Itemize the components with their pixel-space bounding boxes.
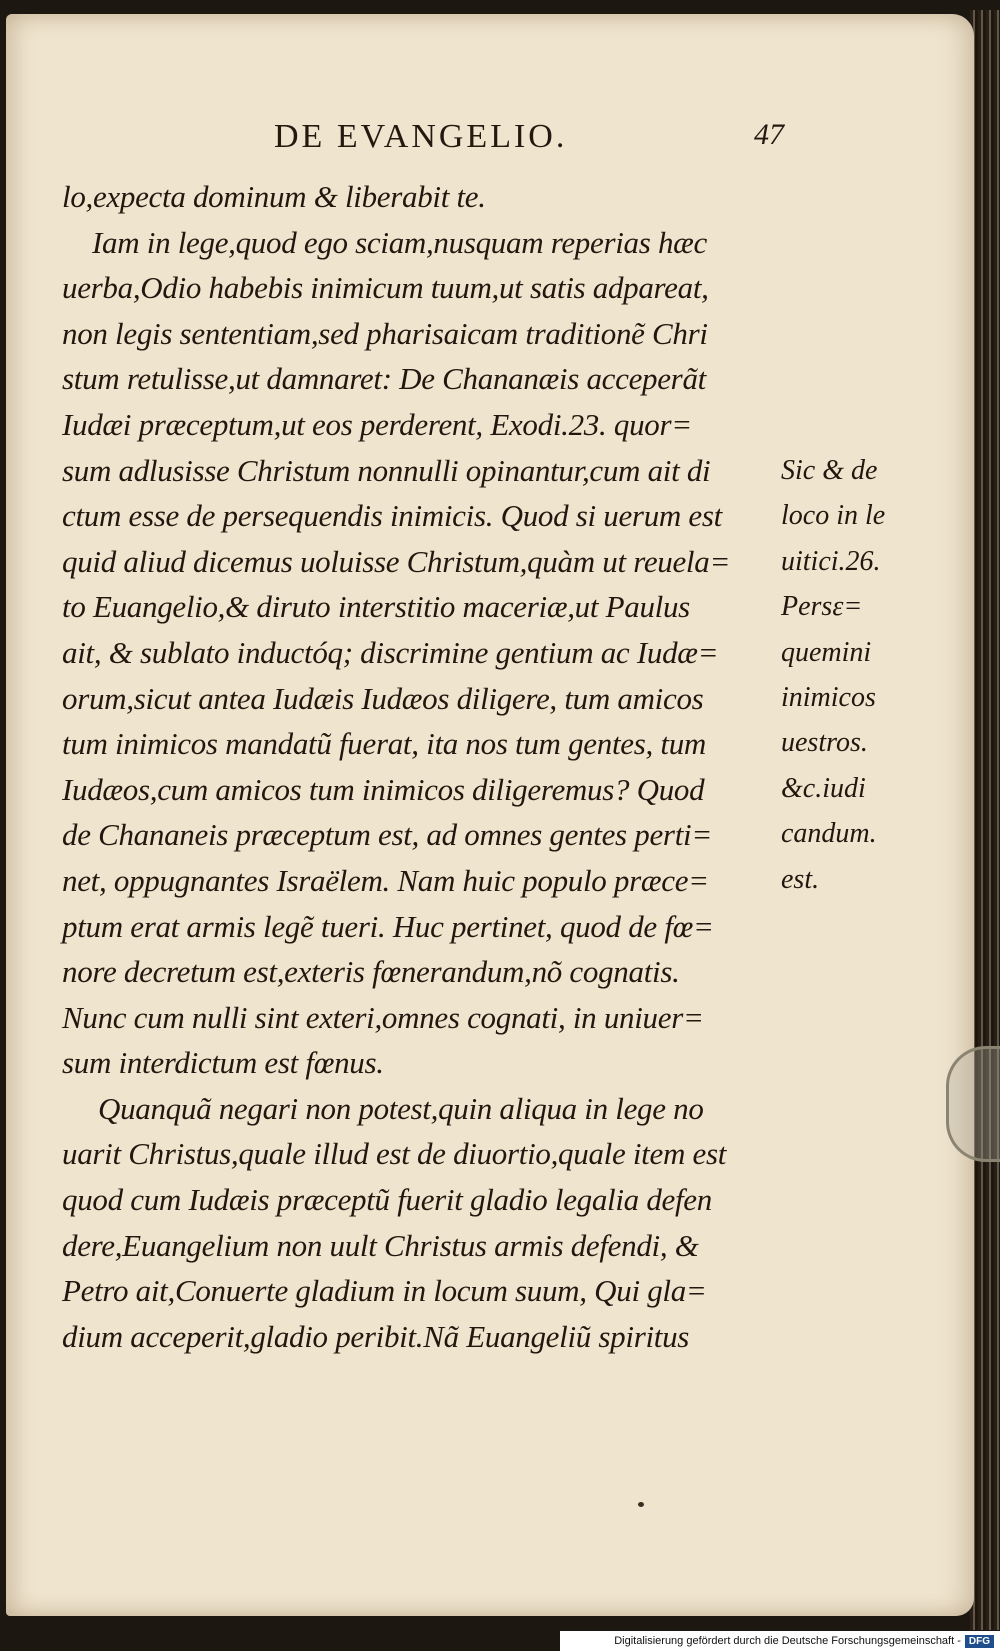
margin-note-line: Sic & de xyxy=(781,455,878,486)
page-clip xyxy=(946,1046,1000,1162)
margin-note-line: candum. xyxy=(781,818,877,850)
text-line: de Chananeis præceptum est, ad omnes gentes perti= xyxy=(62,817,712,853)
text-line: orum,sicut antea Iudæis Iudæos diligere, tum amicos xyxy=(62,680,704,716)
margin-note-line: Persε= xyxy=(781,591,863,623)
text-line: nore decretum est,exteris fœnerandum,nõ cognatis. xyxy=(62,954,680,990)
text-line: Iudæi præceptum,ut eos perderent, Exodi.23. quor= xyxy=(62,406,692,442)
text-line: uerba,Odio habebis inimicum tuum,ut satis adpareat, xyxy=(62,270,709,306)
text-line: ptum erat armis legẽ tueri. Huc pertinet, quod de fœ= xyxy=(62,908,714,944)
margin-note-line: uestros. xyxy=(781,727,868,759)
body-text xyxy=(62,174,772,1359)
text-line: tum inimicos mandatũ fuerat, ita nos tum gentes, tum xyxy=(62,726,706,762)
text-line: dium acceperit,gladio peribit.Nã Euangeliũ spiritus xyxy=(62,1318,690,1354)
margin-note-line: inimicos xyxy=(781,682,876,714)
text-line: stum retulisse,ut damnaret: De Chananæis acceperãt xyxy=(62,361,706,397)
text-line: sum adlusisse Christum nonnulli opinantur,cum ait di xyxy=(62,452,711,488)
text-line: quid aliud dicemus uoluisse Christum,quàm ut reuela= xyxy=(62,543,731,579)
margin-note-line: uitici.26. xyxy=(781,545,881,577)
text-line: lo,expecta dominum & liberabit te. xyxy=(62,179,486,214)
funding-credit: Digitalisierung gefördert durch die Deutsche Forschungsgemeinschaft - xyxy=(614,1635,961,1647)
book-page xyxy=(6,14,974,1616)
text-line: Quanquã negari non potest,quin aliqua in lege no xyxy=(98,1090,704,1126)
margin-note-line: loco in le xyxy=(781,500,886,532)
text-line: ctum esse de persequendis inimicis. Quod si uerum est xyxy=(62,498,722,534)
digitization-footer xyxy=(560,1631,1000,1651)
book-page-edges xyxy=(970,10,1000,1630)
text-line: non legis sententiam,sed pharisaicam traditionẽ Chri xyxy=(62,315,708,351)
text-line: Petro ait,Conuerte gladium in locum suum, Qui gla= xyxy=(62,1273,707,1309)
text-line: Iam in lege,quod ego sciam,nusquam reperias hæc xyxy=(92,224,707,260)
text-line: Iudæos,cum amicos tum inimicos diligeremus? Quod xyxy=(62,771,705,807)
margin-note-line: &c.iudi xyxy=(781,772,866,804)
text-line: ait, & sublato inductóq; discrimine gentium ac Iudæ= xyxy=(62,634,719,670)
text-line: uarit Christus,quale illud est de diuortio,quale item est xyxy=(62,1136,727,1172)
text-line: net, oppugnantes Israëlem. Nam huic populo præce= xyxy=(62,862,709,898)
page-number: 47 xyxy=(754,118,784,151)
margin-note-line: est. xyxy=(781,863,820,895)
running-title: DE EVANGELIO. xyxy=(274,118,568,155)
margin-note-line: quemini xyxy=(781,636,872,668)
dfg-logo: DFG xyxy=(965,1635,994,1648)
text-line: dere,Euangelium non uult Christus armis defendi, & xyxy=(62,1227,699,1263)
text-line: sum interdictum est fœnus. xyxy=(62,1045,384,1081)
text-line: to Euangelio,& diruto interstitio maceriæ,ut Paulus xyxy=(62,589,690,625)
marginal-note xyxy=(781,448,901,902)
text-line: Nunc cum nulli sint exteri,omnes cognati, in uniuer= xyxy=(62,999,704,1035)
text-line: quod cum Iudæis præceptũ fuerit gladio legalia defen xyxy=(62,1182,712,1218)
ink-spot xyxy=(638,1502,644,1507)
